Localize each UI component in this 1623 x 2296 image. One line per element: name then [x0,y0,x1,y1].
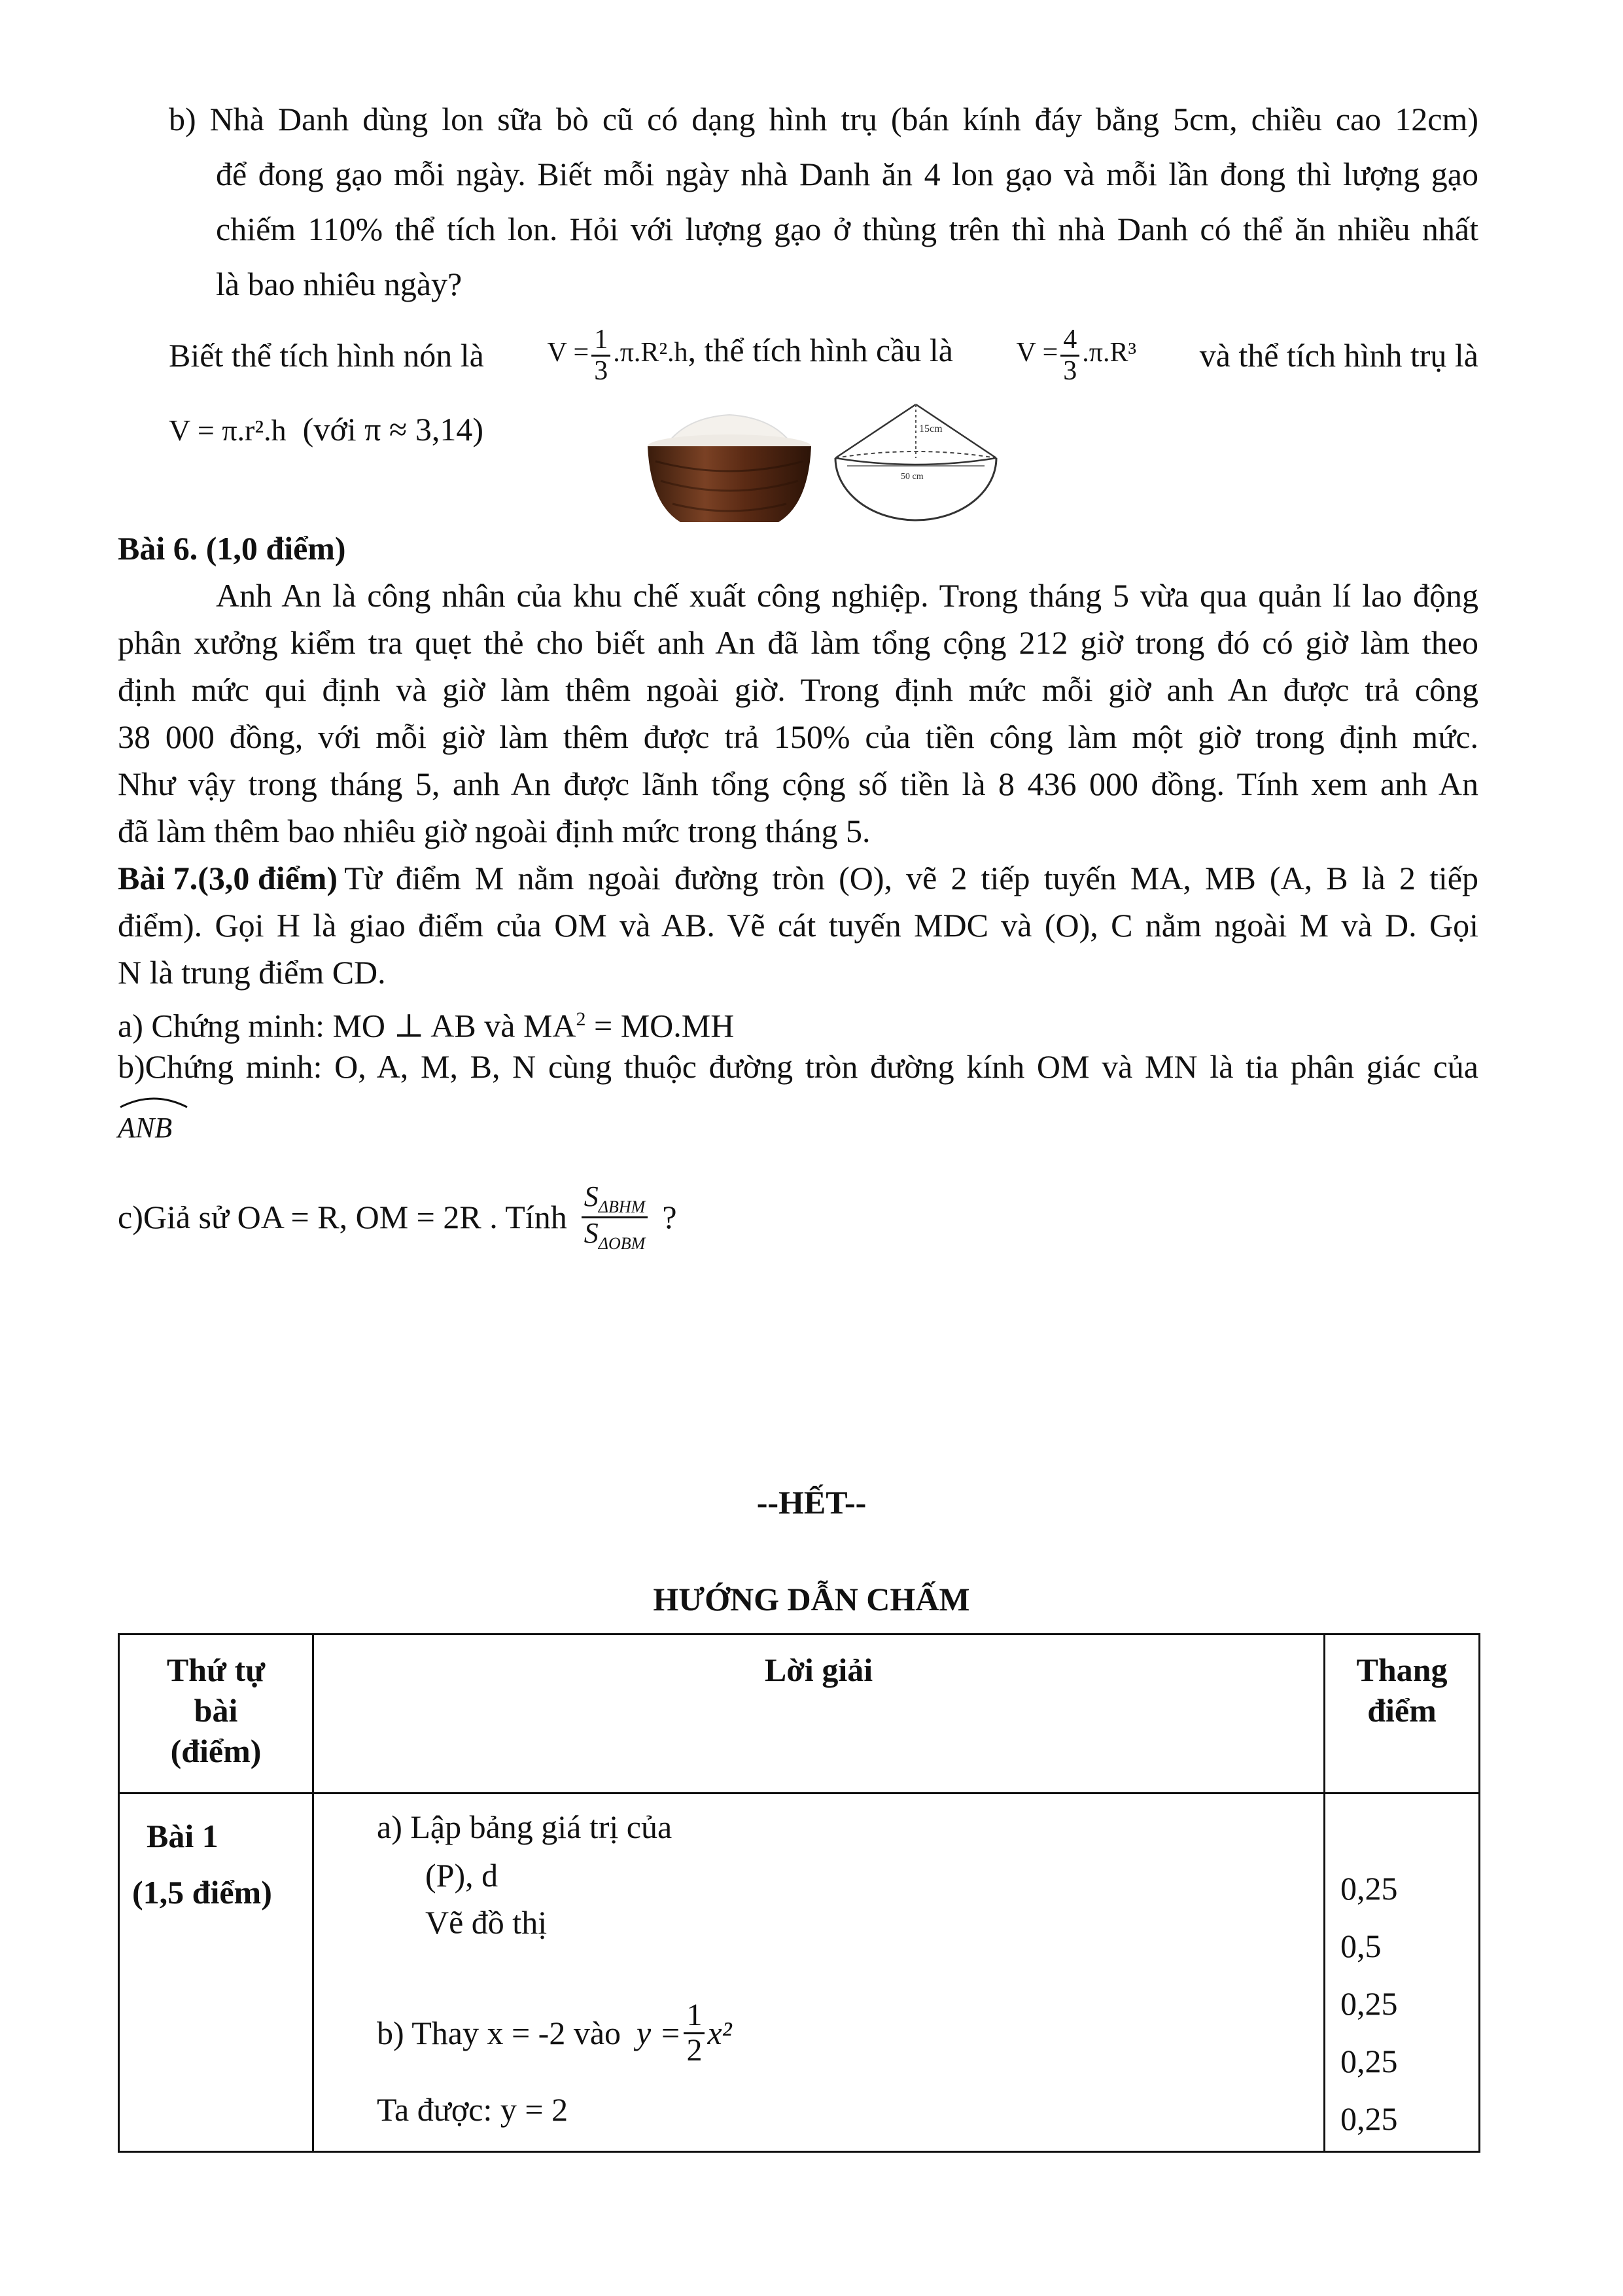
row1-b-num: 1 [684,1999,705,2034]
cone-den: 3 [594,355,608,386]
row1-b-fraction [684,1999,705,2067]
problem-5b-line-2: để đong gạo mỗi ngày. Biết mỗi ngày nhà Danh ăn 4 lon gạo và mỗi lần đong thì lượng gạo [216,156,1478,192]
cone-lhs: V = [547,338,589,368]
row1-problem [119,1793,313,2152]
formula-end: và thể tích hình trụ là [1199,337,1478,374]
bai7-line-2: điểm). Gọi H là giao điểm của OM và AB. Vẽ cát tuyến MDC và (O), C nằm ngoài M và D. Gọi [118,907,1478,944]
angle-arc-icon [118,1094,190,1108]
row1-b-lhs: y = [637,2015,682,2051]
score-5: 0,25 [1340,2100,1398,2137]
bai6-line-1: Anh An là công nhân của khu chế xuất công nghiệp. Trong tháng 5 vừa qua quản lí lao động [216,577,1478,614]
cone-num: 1 [591,325,610,356]
problem-5b-line-4: là bao nhiêu ngày? [216,266,462,302]
volume-formulas-line [169,319,1478,391]
angle-label: ANB [118,1112,173,1144]
part-a-exponent: 2 [576,1008,586,1030]
score-4: 0,25 [1340,2043,1398,2079]
bai6-heading: Bài 6. (1,0 điểm) [118,530,346,567]
bai6-line-5: Như vậy trong tháng 5, anh An được lãnh tổng cộng số tiền là 8 436 000 đồng. Tính xem anh An [118,766,1478,802]
row1-scores [1325,1793,1480,2152]
cone-height-label: 15cm [919,423,943,434]
header-order [119,1634,313,1793]
row1-a-line3: Vẽ đồ thị [425,1904,548,1941]
header-score-1: Thang [1356,1651,1448,1688]
row1-b-line [377,1990,732,2075]
formula-mid: , thể tích hình cầu là [688,332,953,369]
sphere-lhs: V = [1016,338,1058,368]
grading-guide-title: HƯỚNG DẪN CHẤM [653,1581,970,1617]
grading-table [118,1633,1480,2153]
sphere-fraction [1060,325,1079,385]
bai7-part-c [118,1171,677,1263]
angle-anb [118,1094,190,1148]
bai6-line-6: đã làm thêm bao nhiêu giờ ngoài định mức trong tháng 5. [118,813,871,849]
bai7-part-a [118,996,734,1050]
end-mark: --HẾT-- [756,1484,867,1521]
sphere-rhs: .π.R³ [1082,338,1137,368]
cone-fraction [591,325,610,385]
part-a-rest: = MO.MH [585,1007,735,1044]
diameter-label: 50 cm [901,472,924,482]
ratio-num-sub: ΔBHM [598,1197,646,1217]
score-2: 0,5 [1340,1928,1382,1964]
bai6-line-4: 38 000 đồng, với mỗi giờ làm thêm được trả 150% của tiền công làm một giờ trong định mức. [118,718,1478,755]
row1-points: (1,5 điểm) [132,1874,272,1911]
cone-formula [547,325,953,385]
header-solution [313,1634,1325,1793]
bai7-line-1-text: Từ điểm M nằm ngoài đường tròn (O), vẽ 2 tiếp tuyến MA, MB (A, B là 2 tiếp [344,860,1478,896]
header-order-3: (điểm) [170,1733,262,1769]
score-1: 0,25 [1340,1870,1398,1907]
cone-rhs: .π.R².h [613,338,688,368]
header-score-2: điểm [1367,1692,1437,1729]
row1-b-rhs: x² [707,2015,732,2051]
row1-bai: Bài 1 [147,1818,218,1854]
bai7-line-1 [118,855,1478,902]
sphere-formula [1017,325,1137,385]
header-score [1325,1634,1480,1793]
score-3: 0,25 [1340,1985,1398,2022]
row1-b-text: b) Thay x = -2 vào [377,2015,621,2051]
header-order-1: Thứ tự [166,1651,266,1688]
sphere-den: 3 [1063,355,1077,386]
pi-approx-note: (với π ≈ 3,14) [302,411,483,448]
table-row [119,1793,1480,2152]
problem-5b-line-3: chiếm 110% thể tích lon. Hỏi với lượng gạo ở thùng trên thì nhà Danh có thể ăn nhiều nhất [216,211,1478,247]
sphere-num: 4 [1060,325,1079,356]
cylinder-volume: V = π.r².h [169,414,287,447]
row1-result: Ta được: y = 2 [377,2091,568,2128]
ratio-den-sub: ΔOBM [598,1233,646,1253]
row1-b-den: 2 [686,2032,703,2068]
area-ratio-fraction [582,1182,648,1252]
problem-5b-line-1: b) Nhà Danh dùng lon sữa bò cũ có dạng hình trụ (bán kính đáy bằng 5cm, chiều cao 12cm) [169,101,1478,137]
row1-a-line1: a) Lập bảng giá trị của [377,1809,672,1845]
header-order-2: bài [194,1692,238,1729]
bai7-heading: Bài 7.(3,0 điểm) [118,860,338,896]
bai6-line-3: định mức qui định và giờ làm thêm ngoài giờ. Trong định mức mỗi giờ anh An được trả công [118,671,1478,708]
ratio-num: S [584,1180,599,1213]
header-solution-text: Lời giải [764,1651,873,1688]
bai7-part-b: b)Chứng minh: O, A, M, B, N cùng thuộc đường tròn đường kính OM và MN là tia phân giác của [118,1048,1478,1085]
formula-intro: Biết thể tích hình nón là [169,337,484,374]
part-c-question: ? [662,1199,677,1235]
bai7-line-3: N là trung điểm CD. [118,954,386,991]
hemisphere-cone-figure [828,399,1004,530]
row1-solution [313,1793,1325,2152]
bai6-line-2: phân xưởng kiểm tra quẹt thẻ cho biết anh An đã làm tổng cộng 212 giờ trong đó có giờ làm theo [118,624,1478,661]
rice-bowl-image [641,406,818,530]
cylinder-formula [169,406,483,454]
ratio-den: S [584,1216,599,1249]
table-header-row [119,1634,1480,1793]
part-a-text: a) Chứng minh: MO ⊥ AB và MA [118,1007,576,1044]
part-c-text: c)Giả sử OA = R, OM = 2R . Tính [118,1199,567,1235]
row1-a-line2: (P), d [425,1857,498,1894]
